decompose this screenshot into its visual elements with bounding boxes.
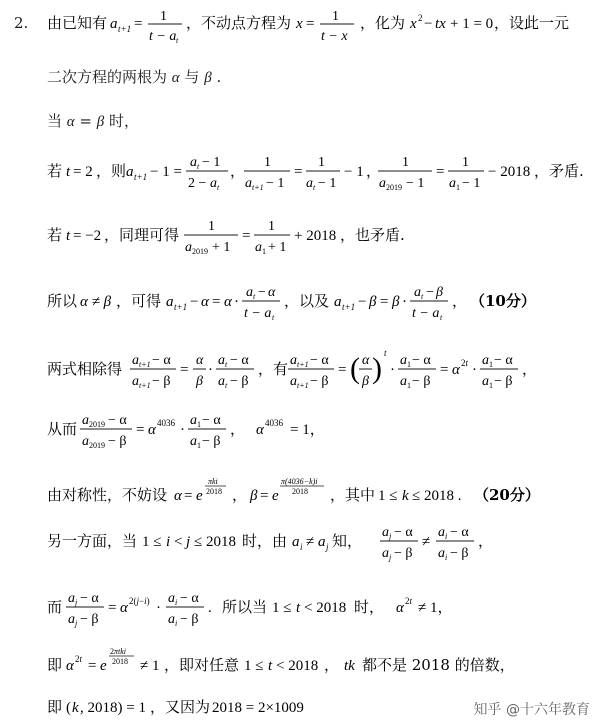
svg-text:两式相除得: 两式相除得 xyxy=(47,360,123,378)
svg-text:t+1: t+1 xyxy=(342,302,356,312)
svg-text:1: 1 xyxy=(318,155,325,170)
svg-text:− 1: − 1 xyxy=(318,176,337,191)
svg-text:a: a xyxy=(290,374,297,389)
svg-text:1 ≤: 1 ≤ xyxy=(244,658,264,674)
svg-text:所以: 所以 xyxy=(47,292,78,310)
svg-text:t: t xyxy=(225,381,228,390)
line-12 xyxy=(0,644,600,684)
line-11-render xyxy=(0,586,600,640)
svg-text:= 2: = 2 xyxy=(73,164,93,180)
svg-text:α: α xyxy=(256,422,264,438)
svg-text:时，: 时， xyxy=(354,598,385,616)
svg-text:β: β xyxy=(369,294,377,310)
svg-text:− α: − α xyxy=(450,525,469,540)
svg-text:t+1: t+1 xyxy=(174,302,188,312)
svg-text:i: i xyxy=(445,553,448,562)
svg-text:j: j xyxy=(389,532,392,541)
svg-text:·: · xyxy=(234,294,239,310)
svg-text:即: 即 xyxy=(47,656,63,674)
svg-text:j: j xyxy=(75,598,78,607)
svg-text:=: = xyxy=(180,362,189,378)
svg-text:t: t xyxy=(384,348,387,358)
svg-text:1: 1 xyxy=(268,219,275,234)
svg-text:k: k xyxy=(402,488,409,504)
svg-text:α: α xyxy=(268,285,276,300)
svg-text:α: α xyxy=(396,600,404,616)
svg-text:t+1: t+1 xyxy=(139,381,151,390)
svg-text:a: a xyxy=(334,294,342,310)
svg-text:=: = xyxy=(242,228,251,244)
line-9-render xyxy=(0,474,600,518)
svg-text:j: j xyxy=(389,553,392,562)
svg-text:a: a xyxy=(82,413,89,428)
svg-text:1: 1 xyxy=(197,441,201,450)
line-10 xyxy=(0,520,600,570)
svg-text:a: a xyxy=(255,240,262,255)
svg-text:x: x xyxy=(296,16,303,32)
svg-text:1 ≤: 1 ≤ xyxy=(142,534,162,550)
svg-text:e: e xyxy=(272,488,279,504)
svg-text:= 1，: = 1， xyxy=(290,422,325,438)
svg-text:π(4036−k)i: π(4036−k)i xyxy=(281,477,318,486)
svg-text:≠ 1，: ≠ 1， xyxy=(418,600,453,616)
svg-text:=: = xyxy=(184,488,193,504)
problem-number: 2. xyxy=(14,14,29,32)
svg-text:+ 2018: + 2018 xyxy=(294,228,337,244)
svg-text:，: ， xyxy=(324,656,340,674)
svg-text:，也矛盾.: ，也矛盾. xyxy=(340,226,405,244)
svg-text:t: t xyxy=(66,228,71,244)
svg-text:知，: 知， xyxy=(332,532,363,550)
svg-text:− 1: − 1 xyxy=(462,176,481,191)
line-6-render xyxy=(0,284,600,334)
svg-text:e: e xyxy=(196,488,203,504)
svg-text:4036: 4036 xyxy=(265,418,283,428)
svg-text:(: ( xyxy=(350,352,360,385)
svg-text:1: 1 xyxy=(264,155,271,170)
svg-text:α ≠ β: α ≠ β xyxy=(80,294,112,310)
svg-text:− β: − β xyxy=(230,374,249,389)
svg-text:): ) xyxy=(372,352,382,385)
svg-text:1: 1 xyxy=(208,219,215,234)
svg-text:< 2018: < 2018 xyxy=(276,658,319,674)
svg-text:+ 1: + 1 xyxy=(268,240,287,255)
svg-text:，: ， xyxy=(452,292,468,310)
svg-text:=: = xyxy=(380,294,389,310)
svg-text:若: 若 xyxy=(47,226,63,244)
svg-text:2πtki: 2πtki xyxy=(110,647,127,656)
svg-text:α: α xyxy=(66,658,74,674)
svg-text:α: α xyxy=(362,353,370,368)
svg-text:≠: ≠ xyxy=(306,534,315,550)
svg-text:而: 而 xyxy=(47,598,63,616)
svg-text:t+1: t+1 xyxy=(134,172,148,182)
svg-text:β: β xyxy=(250,488,258,504)
svg-text:− 1: − 1 xyxy=(344,164,364,180)
svg-text:，矛盾.: ，矛盾. xyxy=(534,162,584,180)
svg-text:− β: − β xyxy=(180,612,199,627)
svg-text:t+1: t+1 xyxy=(297,360,309,369)
svg-text:− 1: − 1 xyxy=(266,176,285,191)
svg-text:≤ 2018: ≤ 2018 xyxy=(194,534,236,550)
svg-text:− β: − β xyxy=(202,434,221,449)
svg-text:（10分）: （10分） xyxy=(470,292,536,310)
svg-text:j: j xyxy=(326,542,329,552)
svg-text:−: − xyxy=(258,285,266,300)
line-9 xyxy=(0,474,600,514)
svg-text:t: t xyxy=(440,313,443,322)
svg-text:，: ， xyxy=(232,486,248,504)
line-6 xyxy=(0,284,600,328)
svg-text:，即对任意: ，即对任意 xyxy=(164,656,240,674)
svg-text:− β: − β xyxy=(394,546,413,561)
line-7 xyxy=(0,348,600,398)
svg-text:− 1: − 1 xyxy=(202,155,221,170)
svg-text:i: i xyxy=(166,534,171,550)
svg-text:i: i xyxy=(300,542,303,552)
svg-text:2(j−i): 2(j−i) xyxy=(129,596,150,606)
svg-text:t: t xyxy=(217,183,220,192)
svg-text:a: a xyxy=(482,353,489,368)
svg-text:，: ， xyxy=(366,162,382,180)
svg-text:α: α xyxy=(196,353,204,368)
svg-text:2t: 2t xyxy=(461,358,469,368)
svg-text:α: α xyxy=(148,422,156,438)
svg-text:从而: 从而 xyxy=(47,420,78,438)
svg-text:=: = xyxy=(294,164,303,180)
svg-text:α: α xyxy=(201,294,209,310)
svg-text:，以及: ，以及 xyxy=(284,292,330,310)
svg-text:都不是 2018 的倍数，: 都不是 2018 的倍数， xyxy=(362,656,515,674)
svg-text:=: = xyxy=(436,164,445,180)
svg-text:a: a xyxy=(306,176,313,191)
line-1-render xyxy=(0,8,600,52)
svg-text:由已知有: 由已知有 xyxy=(47,14,108,32)
svg-text:t: t xyxy=(176,36,179,45)
svg-text:a: a xyxy=(414,285,421,300)
svg-text:= −2: = −2 xyxy=(73,228,102,244)
svg-text:t: t xyxy=(313,183,316,192)
svg-text:t: t xyxy=(296,600,301,616)
svg-text:t+1: t+1 xyxy=(297,381,309,390)
svg-text:2 −: 2 − xyxy=(188,176,207,191)
svg-text:j: j xyxy=(75,619,78,628)
svg-text:− β: − β xyxy=(152,374,171,389)
svg-text:·: · xyxy=(402,294,407,310)
svg-text:，化为: ，化为 xyxy=(360,14,406,32)
svg-text:2t: 2t xyxy=(405,596,413,606)
svg-text:− α: − α xyxy=(394,525,413,540)
svg-text:=: = xyxy=(134,16,143,32)
svg-text:+ 1: + 1 xyxy=(212,240,231,255)
svg-text:− α: − α xyxy=(108,413,127,428)
svg-text:(: ( xyxy=(66,700,71,716)
svg-text:1: 1 xyxy=(489,381,493,390)
svg-text:·: · xyxy=(180,422,185,438)
svg-text:a: a xyxy=(382,525,389,540)
svg-text:即: 即 xyxy=(47,698,63,716)
svg-text:=: = xyxy=(108,600,117,616)
svg-text:a: a xyxy=(382,546,389,561)
svg-text:a: a xyxy=(190,155,197,170)
svg-text:t: t xyxy=(421,292,424,301)
line-10-render xyxy=(0,520,600,574)
svg-text:a: a xyxy=(438,546,445,561)
svg-text:− β: − β xyxy=(80,612,99,627)
svg-text:a: a xyxy=(166,294,174,310)
svg-text:2: 2 xyxy=(418,13,423,23)
svg-text:− 1 =: − 1 = xyxy=(150,164,182,180)
svg-text:a: a xyxy=(132,353,139,368)
svg-text:，又因为: ，又因为 xyxy=(150,698,211,716)
svg-text:=: = xyxy=(338,362,347,378)
svg-text:− 1: − 1 xyxy=(406,176,425,191)
svg-text:i: i xyxy=(175,598,178,607)
line-7-render xyxy=(0,348,600,402)
svg-text:1: 1 xyxy=(489,360,493,369)
svg-text:t+1: t+1 xyxy=(139,360,151,369)
svg-text:1: 1 xyxy=(462,155,469,170)
svg-text:tx: tx xyxy=(435,16,446,32)
svg-text:< 2018: < 2018 xyxy=(304,600,347,616)
line-1 xyxy=(0,9,600,54)
svg-text:− 2018: − 2018 xyxy=(488,164,531,180)
svg-text:α: α xyxy=(224,294,232,310)
svg-text:−: − xyxy=(358,294,367,310)
svg-text:2018: 2018 xyxy=(112,657,128,666)
svg-text:α: α xyxy=(452,362,460,378)
svg-text:2019: 2019 xyxy=(192,247,208,256)
watermark: 知乎 @十六年教育 xyxy=(473,702,590,718)
svg-text:a: a xyxy=(438,525,445,540)
svg-text:·: · xyxy=(390,362,395,378)
line-5-render xyxy=(0,214,600,264)
line-5 xyxy=(0,214,600,258)
svg-text:由对称性，不妨设: 由对称性，不妨设 xyxy=(47,486,168,504)
svg-text:，可得: ，可得 xyxy=(116,292,162,310)
svg-text:− β: − β xyxy=(450,546,469,561)
svg-text:，同理可得: ，同理可得 xyxy=(104,226,180,244)
svg-text:t − a: t − a xyxy=(412,306,440,321)
svg-text:a: a xyxy=(400,374,407,389)
svg-text:另一方面，当: 另一方面，当 xyxy=(47,532,138,550)
svg-text:=: = xyxy=(212,294,221,310)
svg-text:2018: 2018 xyxy=(206,487,222,496)
svg-text:，则: ，则 xyxy=(96,162,127,180)
svg-text:，: ， xyxy=(230,162,246,180)
svg-text:− β: − β xyxy=(108,434,127,449)
svg-text:−: − xyxy=(426,285,434,300)
svg-text:i: i xyxy=(445,532,448,541)
svg-text:，: ， xyxy=(478,532,494,550)
svg-text:=: = xyxy=(440,362,449,378)
svg-text:≤ 2018 .: ≤ 2018 . xyxy=(412,488,462,504)
svg-text:− β: − β xyxy=(310,374,329,389)
svg-text:2018 = 2×1009: 2018 = 2×1009 xyxy=(212,700,304,716)
svg-text:a: a xyxy=(110,16,118,32)
svg-text:− α: − α xyxy=(180,591,199,606)
svg-text:·: · xyxy=(208,362,213,378)
svg-text:4036: 4036 xyxy=(157,418,175,428)
svg-text:t: t xyxy=(272,313,275,322)
svg-text:t: t xyxy=(225,360,228,369)
svg-text:=: = xyxy=(260,488,269,504)
svg-text:，有: ，有 xyxy=(258,360,289,378)
svg-text:, 2018) = 1: , 2018) = 1 xyxy=(80,700,146,716)
svg-text:1: 1 xyxy=(197,420,201,429)
svg-text:+ 1 = 0: + 1 = 0 xyxy=(450,16,494,32)
svg-text:a: a xyxy=(82,434,89,449)
svg-text:t: t xyxy=(268,658,273,674)
svg-text:β: β xyxy=(196,374,203,389)
svg-text:2019: 2019 xyxy=(89,441,105,450)
svg-text:1 ≤: 1 ≤ xyxy=(272,600,292,616)
svg-text:a: a xyxy=(190,434,197,449)
svg-text:a: a xyxy=(245,176,252,191)
svg-text:α: α xyxy=(120,600,128,616)
svg-text:a: a xyxy=(290,353,297,368)
svg-text:k: k xyxy=(72,700,79,716)
svg-text:− α: − α xyxy=(230,353,249,368)
svg-text:，设此一元: ，设此一元 xyxy=(494,14,570,32)
svg-text:a: a xyxy=(246,285,253,300)
line-8-render xyxy=(0,408,600,462)
svg-text:− α: − α xyxy=(152,353,171,368)
svg-text:− β: − β xyxy=(412,374,431,389)
svg-text:a: a xyxy=(292,534,300,550)
svg-text:a: a xyxy=(126,164,134,180)
svg-text:1: 1 xyxy=(407,381,411,390)
svg-text:2019: 2019 xyxy=(89,420,105,429)
svg-text:·: · xyxy=(156,600,161,616)
svg-text:1: 1 xyxy=(160,9,167,24)
svg-text:β: β xyxy=(436,285,443,300)
svg-text:=: = xyxy=(136,422,145,438)
svg-text:a: a xyxy=(132,374,139,389)
svg-text:t+1: t+1 xyxy=(252,183,264,192)
svg-text:a: a xyxy=(68,612,75,627)
svg-text:所以当: 所以当 xyxy=(222,598,268,616)
svg-text:1: 1 xyxy=(332,9,339,24)
svg-text:a: a xyxy=(218,374,225,389)
svg-text:α: α xyxy=(174,488,182,504)
svg-text:a: a xyxy=(185,240,192,255)
svg-text:1: 1 xyxy=(407,360,411,369)
svg-text:t+1: t+1 xyxy=(118,24,132,34)
svg-text:a: a xyxy=(482,374,489,389)
svg-text:β: β xyxy=(392,294,400,310)
svg-text:e: e xyxy=(100,658,107,674)
svg-text:=: = xyxy=(88,658,97,674)
svg-text:i: i xyxy=(175,619,178,628)
line-12-render xyxy=(0,644,600,688)
svg-text:（20分）: （20分） xyxy=(474,486,540,504)
line-11 xyxy=(0,586,600,636)
svg-text:a: a xyxy=(168,591,175,606)
svg-text:时，由: 时，由 xyxy=(242,532,288,550)
svg-text:− α: − α xyxy=(412,353,431,368)
svg-text:−: − xyxy=(190,294,199,310)
svg-text:，: ， xyxy=(522,360,538,378)
svg-text:.: . xyxy=(208,600,212,616)
svg-text:− α: − α xyxy=(202,413,221,428)
line-8 xyxy=(0,408,600,458)
svg-text:a: a xyxy=(218,353,225,368)
svg-text:t: t xyxy=(197,162,200,171)
svg-text:若: 若 xyxy=(47,162,63,180)
svg-text:− α: − α xyxy=(80,591,99,606)
svg-text:t − x: t − x xyxy=(321,29,348,44)
svg-text:− β: − β xyxy=(494,374,513,389)
svg-text:≠: ≠ xyxy=(422,534,431,550)
svg-text:a: a xyxy=(318,534,326,550)
svg-text:·: · xyxy=(472,362,477,378)
svg-text:tk: tk xyxy=(344,658,355,674)
svg-text:a: a xyxy=(379,176,386,191)
svg-text:a: a xyxy=(400,353,407,368)
svg-text:a: a xyxy=(68,591,75,606)
svg-text:，其中: ，其中 xyxy=(330,486,376,504)
svg-text:t − a: t − a xyxy=(149,29,177,44)
svg-text:t − a: t − a xyxy=(244,306,272,321)
svg-text:2019: 2019 xyxy=(386,183,402,192)
svg-text:≠ 1: ≠ 1 xyxy=(140,658,160,674)
svg-text:，: ， xyxy=(230,420,246,438)
svg-text:1: 1 xyxy=(262,247,266,256)
svg-text:t: t xyxy=(66,164,71,180)
svg-text:x: x xyxy=(410,16,417,32)
svg-text:a: a xyxy=(190,413,197,428)
svg-text:2t: 2t xyxy=(75,654,83,664)
svg-text:<: < xyxy=(174,534,183,550)
svg-text:j: j xyxy=(186,534,191,550)
svg-text:a: a xyxy=(168,612,175,627)
svg-text:β: β xyxy=(362,374,369,389)
svg-text:− α: − α xyxy=(494,353,513,368)
line-4-render xyxy=(0,150,600,200)
svg-text:1: 1 xyxy=(402,155,409,170)
svg-text:πki: πki xyxy=(208,477,218,486)
svg-text:− α: − α xyxy=(310,353,329,368)
line-4 xyxy=(0,150,600,194)
svg-text:，不动点方程为: ，不动点方程为 xyxy=(186,14,292,32)
svg-text:−: − xyxy=(424,16,433,32)
svg-text:t: t xyxy=(253,292,256,301)
svg-text:1 ≤: 1 ≤ xyxy=(378,488,398,504)
svg-text:a: a xyxy=(449,176,456,191)
svg-text:=: = xyxy=(306,16,315,32)
svg-text:2018: 2018 xyxy=(292,487,308,496)
svg-text:1: 1 xyxy=(456,183,460,192)
svg-text:a: a xyxy=(210,176,217,191)
